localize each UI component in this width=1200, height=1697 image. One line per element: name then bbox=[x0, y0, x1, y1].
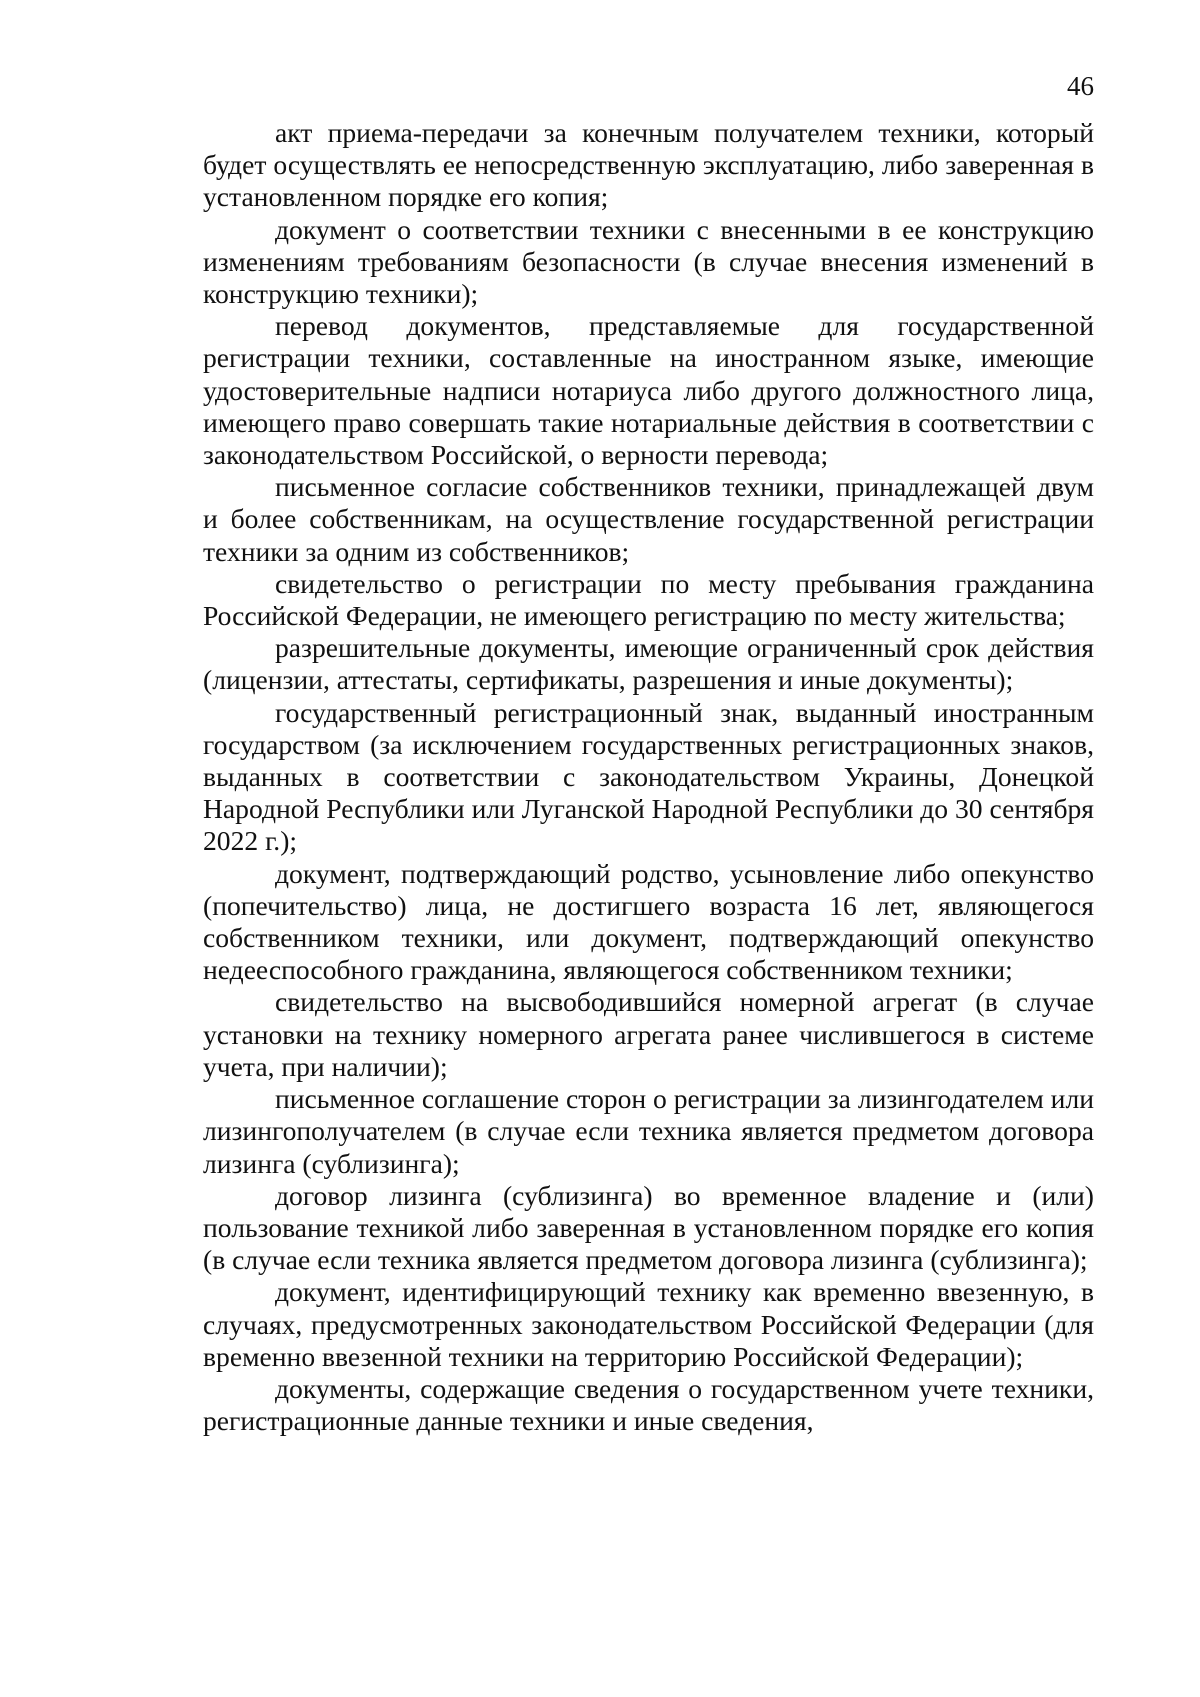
paragraph-translation: перевод документов, представляемые для государственной регистрации техники, составленные на иностранном языке, имеющие удостоверительные надписи нотариуса либо другого должностного лица, имеющего право совершать такие нотариальные действия в соответствии с законодательством Российской, о верности перевода; bbox=[203, 310, 1094, 471]
paragraph-leasing-agreement-parties: письменное соглашение сторон о регистрации за лизингодателем или лизингополучателем (в случае если техника является предметом договора лизинга (сублизинга); bbox=[203, 1083, 1094, 1179]
paragraph-permits: разрешительные документы, имеющие ограниченный срок действия (лицензии, аттестаты, сертификаты, разрешения и иные документы); bbox=[203, 632, 1094, 696]
document-body bbox=[203, 117, 1094, 1437]
paragraph-numbered-unit: свидетельство на высвободившийся номерной агрегат (в случае установки на технику номерного агрегата ранее числившегося в системе учета, при наличии); bbox=[203, 986, 1094, 1082]
paragraph-foreign-plate: государственный регистрационный знак, выданный иностранным государством (за исключением государственных регистрационных знаков, выданных в соответствии с законодательством Украины, Донецкой Народной Республики или Луганской Народной Республики до 30 сентября 2022 г.); bbox=[203, 696, 1094, 857]
page-number: 46 bbox=[1067, 71, 1094, 101]
paragraph-leasing-contract: договор лизинга (сублизинга) во временное владение и (или) пользование техникой либо заверенная в установленном порядке его копия (в случае если техника является предметом договора лизинга (сублизинга); bbox=[203, 1179, 1094, 1276]
paragraph-temporary-import: документ, идентифицирующий технику как временно ввезенную, в случаях, предусмотренных законодательством Российской Федерации (для временно ввезенной техники на территорию Российской Федерации); bbox=[203, 1276, 1094, 1372]
paragraph-conformity-document: документ о соответствии техники с внесенными в ее конструкцию изменениям требованиям безопасности (в случае внесения изменений в конструкцию техники); bbox=[203, 213, 1094, 310]
paragraph-acceptance-act: акт приема-передачи за конечным получателем техники, который будет осуществлять ее непосредственную эксплуатацию, либо заверенная в установленном порядке его копия; bbox=[203, 117, 1094, 213]
paragraph-registration-records: документы, содержащие сведения о государственном учете техники, регистрационные данные техники и иные сведения, bbox=[203, 1372, 1094, 1437]
paragraph-residence-certificate: свидетельство о регистрации по месту пребывания гражданина Российской Федерации, не имеющего регистрацию по месту жительства; bbox=[203, 567, 1094, 632]
paragraph-guardianship: документ, подтверждающий родство, усыновление либо опекунство (попечительство) лица, не достигшего возраста 16 лет, являющегося собственником техники, или документ, подтверждающий опекунство недееспособного гражданина, являющегося собственником техники; bbox=[203, 857, 1094, 986]
paragraph-owners-consent: письменное согласие собственников техники, принадлежащей двум и более собственникам, на осуществление государственной регистрации техники за одним из собственников; bbox=[203, 471, 1094, 567]
